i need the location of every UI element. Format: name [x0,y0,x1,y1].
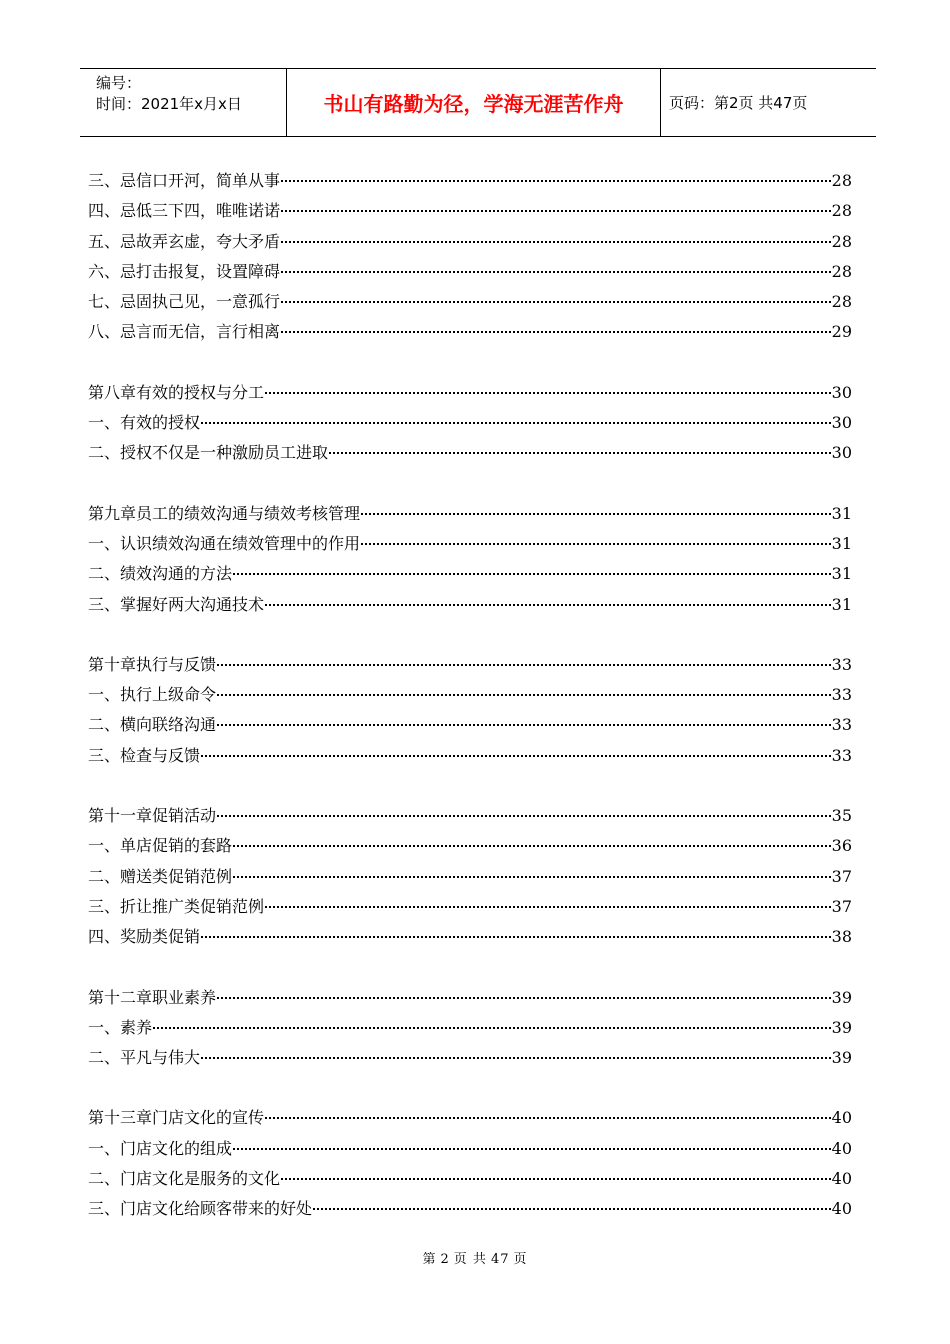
toc-dot-leader [281,241,831,243]
toc-gap [88,622,852,652]
toc-entry[interactable] [88,652,852,682]
toc-entry[interactable] [88,259,852,289]
toc-entry-title: 二、绩效沟通的方法 [88,564,233,584]
toc-dot-leader [233,573,831,575]
toc-entry-page: 39 [831,1017,852,1037]
toc-entry-page: 29 [831,322,852,342]
toc-dot-leader [313,1208,831,1210]
toc-entry-page: 31 [831,564,852,584]
toc-entry-title: 三、门店文化给顾客带来的好处 [88,1199,313,1219]
toc-entry[interactable] [88,319,852,349]
toc-dot-leader [281,180,831,182]
toc-entry[interactable] [88,380,852,410]
number-label: 编号： [96,74,142,92]
header-page-info [661,69,876,136]
toc-entry-page: 28 [831,171,852,190]
toc-gap [88,471,852,501]
toc-entry-title: 四、奖励类促销 [88,927,201,947]
toc-entry-title: 四、忌低三下四，唯唯诺诺 [88,201,281,221]
toc-entry[interactable] [88,1015,852,1045]
toc-entry-title: 一、执行上级命令 [88,685,217,705]
toc-dot-leader [201,755,831,757]
toc-dot-leader [217,997,831,999]
toc-entry-page: 33 [831,654,852,674]
toc-entry-title: 五、忌故弄玄虚，夸大矛盾 [88,231,281,251]
toc-entry-page: 39 [831,1048,852,1068]
toc-entry[interactable] [88,168,852,198]
toc-entry[interactable] [88,803,852,833]
toc-entry[interactable] [88,1196,852,1226]
toc-entry-page: 28 [831,261,852,281]
toc-dot-leader [281,331,831,333]
toc-entry-title: 第九章员工的绩效沟通与绩效考核管理 [88,503,361,523]
toc-entry-title: 二、横向联络沟通 [88,715,217,735]
toc-entry-page: 40 [831,1108,852,1128]
toc-dot-leader [281,301,831,303]
toc-dot-leader [233,1148,831,1150]
toc-dot-leader [361,543,831,545]
toc-entry[interactable] [88,743,852,773]
toc-entry-title: 一、单店促销的套路 [88,836,233,856]
toc-entry-title: 一、有效的授权 [88,413,201,433]
toc-entry-page: 28 [831,231,852,251]
toc-dot-leader [217,664,831,666]
toc-entry-title: 一、认识绩效沟通在绩效管理中的作用 [88,533,361,553]
toc-dot-leader [217,694,831,696]
toc-dot-leader [265,392,831,394]
toc-dot-leader [217,724,831,726]
toc-entry-title: 第十二章职业素养 [88,987,217,1007]
toc-entry-page: 28 [831,292,852,312]
toc-entry-page: 36 [831,836,852,856]
toc-dot-leader [201,422,831,424]
toc-entry-page: 39 [831,987,852,1007]
toc-dot-leader [361,513,831,515]
toc-entry-title: 二、平凡与伟大 [88,1048,201,1068]
toc-entry-title: 三、折让推广类促销范例 [88,896,265,916]
page-header [80,68,876,137]
toc-entry-page: 37 [831,866,852,886]
toc-entry-title: 二、授权不仅是一种激励员工进取 [88,443,329,463]
toc-entry-title: 二、赠送类促销范例 [88,866,233,886]
toc-entry-page: 33 [831,685,852,705]
toc-entry-title: 二、门店文化是服务的文化 [88,1169,281,1189]
toc-entry-page: 38 [831,927,852,947]
toc-entry-title: 八、忌言而无信，言行相离 [88,322,281,342]
header-motto [287,69,661,136]
page-footer [0,1248,950,1267]
toc-entry-page: 30 [831,413,852,433]
footer-current-page: 2 [440,1252,450,1267]
toc-entry[interactable] [88,1105,852,1135]
toc-entry[interactable] [88,531,852,561]
motto-text: 书山有路勤为径，学海无涯苦作舟 [323,92,624,116]
toc-entry-title: 三、检查与反馈 [88,745,201,765]
toc-dot-leader [281,1178,831,1180]
page-info-text: 页码：第2页 共47页 [669,94,808,112]
toc-entry-page: 31 [831,503,852,523]
toc-entry-title: 六、忌打击报复，设置障碍 [88,261,281,281]
toc-dot-leader [265,604,831,606]
toc-entry[interactable] [88,561,852,591]
toc-dot-leader [329,452,831,454]
toc-gap [88,955,852,985]
header-meta [80,69,287,136]
toc-dot-leader [201,1057,831,1059]
footer-suffix: 页 [513,1252,528,1267]
toc-entry-page: 40 [831,1138,852,1158]
time-label: 时间：2021年x月x日 [96,95,242,113]
toc-gap [88,773,852,803]
toc-entry-page: 31 [831,594,852,614]
toc-dot-leader [265,1117,831,1119]
footer-total-pages: 47 [490,1252,510,1267]
toc-entry-title: 一、门店文化的组成 [88,1138,233,1158]
toc-entry[interactable] [88,894,852,924]
toc-dot-leader [281,210,831,212]
toc-entry-title: 一、素养 [88,1017,153,1037]
toc-entry-title: 第十章执行与反馈 [88,654,217,674]
toc-dot-leader [201,936,831,938]
toc-entry[interactable] [88,198,852,228]
toc-entry[interactable] [88,864,852,894]
toc-entry[interactable] [88,712,852,742]
toc-dot-leader [265,906,831,908]
toc-dot-leader [217,815,831,817]
table-of-contents [88,168,852,1227]
toc-gap [88,350,852,380]
toc-entry-title: 三、掌握好两大沟通技术 [88,594,265,614]
toc-entry-title: 第八章有效的授权与分工 [88,382,265,402]
toc-gap [88,1075,852,1105]
toc-entry-page: 40 [831,1169,852,1189]
toc-entry[interactable] [88,440,852,470]
toc-entry[interactable] [88,924,852,954]
toc-entry-page: 28 [831,201,852,221]
toc-entry[interactable] [88,985,852,1015]
toc-entry[interactable] [88,1045,852,1075]
toc-entry[interactable] [88,410,852,440]
toc-dot-leader [233,845,831,847]
toc-entry[interactable] [88,501,852,531]
toc-entry-page: 40 [831,1199,852,1219]
footer-middle: 页 共 [453,1252,487,1267]
toc-entry-page: 33 [831,745,852,765]
toc-entry[interactable] [88,1166,852,1196]
toc-entry-title: 第十三章门店文化的宣传 [88,1108,265,1128]
toc-dot-leader [153,1027,831,1029]
toc-entry[interactable] [88,289,852,319]
toc-dot-leader [281,271,831,273]
toc-entry[interactable] [88,833,852,863]
toc-entry-title: 七、忌固执己见，一意孤行 [88,292,281,312]
footer-prefix: 第 [422,1252,437,1267]
toc-dot-leader [233,876,831,878]
toc-entry[interactable] [88,1136,852,1166]
toc-entry[interactable] [88,682,852,712]
toc-entry-page: 33 [831,715,852,735]
toc-entry-page: 31 [831,533,852,553]
toc-entry[interactable] [88,229,852,259]
toc-entry-page: 30 [831,443,852,463]
toc-entry-page: 30 [831,382,852,402]
toc-entry-page: 37 [831,896,852,916]
toc-entry-page: 35 [831,806,852,826]
toc-entry[interactable] [88,592,852,622]
toc-entry-title: 三、忌信口开河，简单从事 [88,171,281,190]
toc-entry-title: 第十一章促销活动 [88,806,217,826]
